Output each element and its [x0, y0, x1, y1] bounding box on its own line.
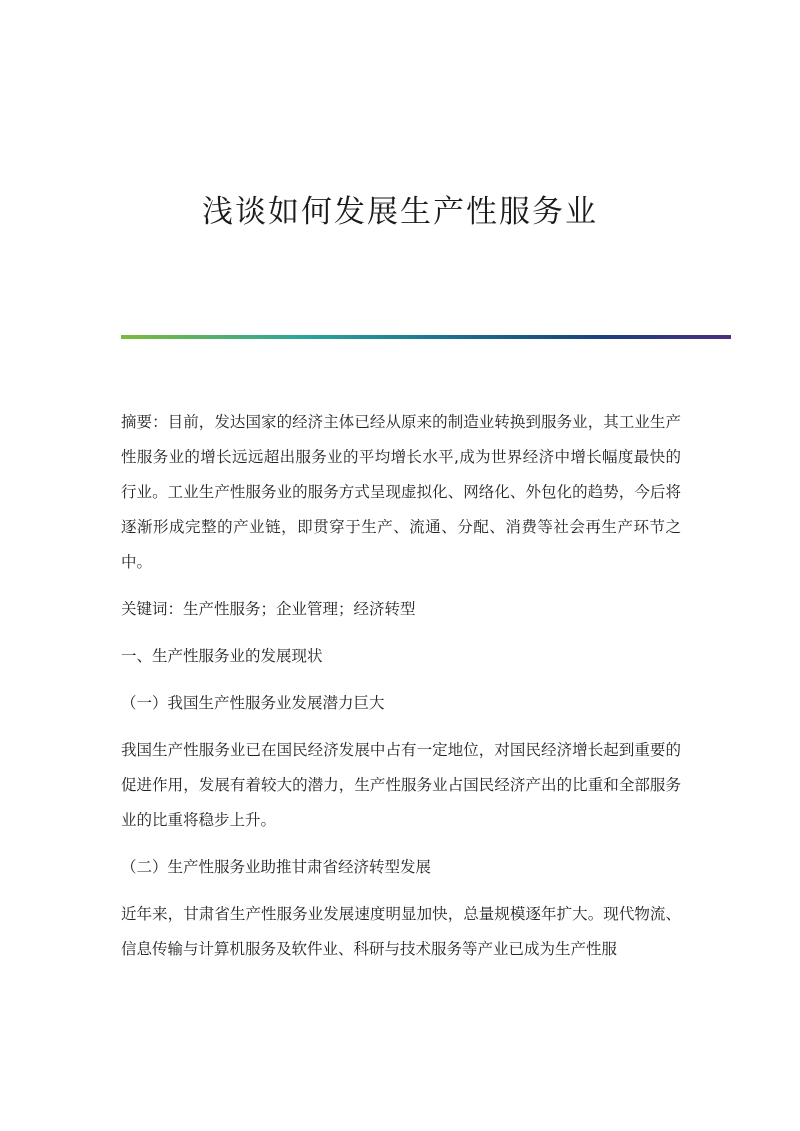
- section-heading: 一、生产性服务业的发展现状: [121, 647, 323, 665]
- title-divider: [121, 335, 731, 339]
- body-paragraph: 近年来，甘肃省生产性服务业发展速度明显加快，总量规模逐年扩大。现代物流、信息传输与计算机服务及软件业、科研与技术服务等产业已成为生产性服: [121, 905, 681, 958]
- document-body: [121, 405, 681, 979]
- keywords-line: 关键词：生产性服务；企业管理；经济转型: [121, 600, 416, 618]
- abstract-paragraph: 摘要：目前，发达国家的经济主体已经从原来的制造业转换到服务业，其工业生产性服务业的增长远远超出服务业的平均增长水平,成为世界经济中增长幅度最快的行业。工业生产性服务业的服务方式呈现虚拟化、网络化、外包化的趋势，今后将逐渐形成完整的产业链，即贯穿于生产、流通、分配、消费等社会再生产环节之中。: [121, 413, 681, 571]
- subsection-heading: （一）我国生产性服务业发展潜力巨大: [121, 694, 385, 712]
- subsection-heading: （二）生产性服务业助推甘肃省经济转型发展: [121, 858, 432, 876]
- body-paragraph: 我国生产性服务业已在国民经济发展中占有一定地位，对国民经济增长起到重要的促进作用，发展有着较大的潜力，生产性服务业占国民经济产出的比重和全部服务业的比重将稳步上升。: [121, 741, 681, 829]
- document-title: 浅谈如何发展生产性服务业: [202, 194, 598, 230]
